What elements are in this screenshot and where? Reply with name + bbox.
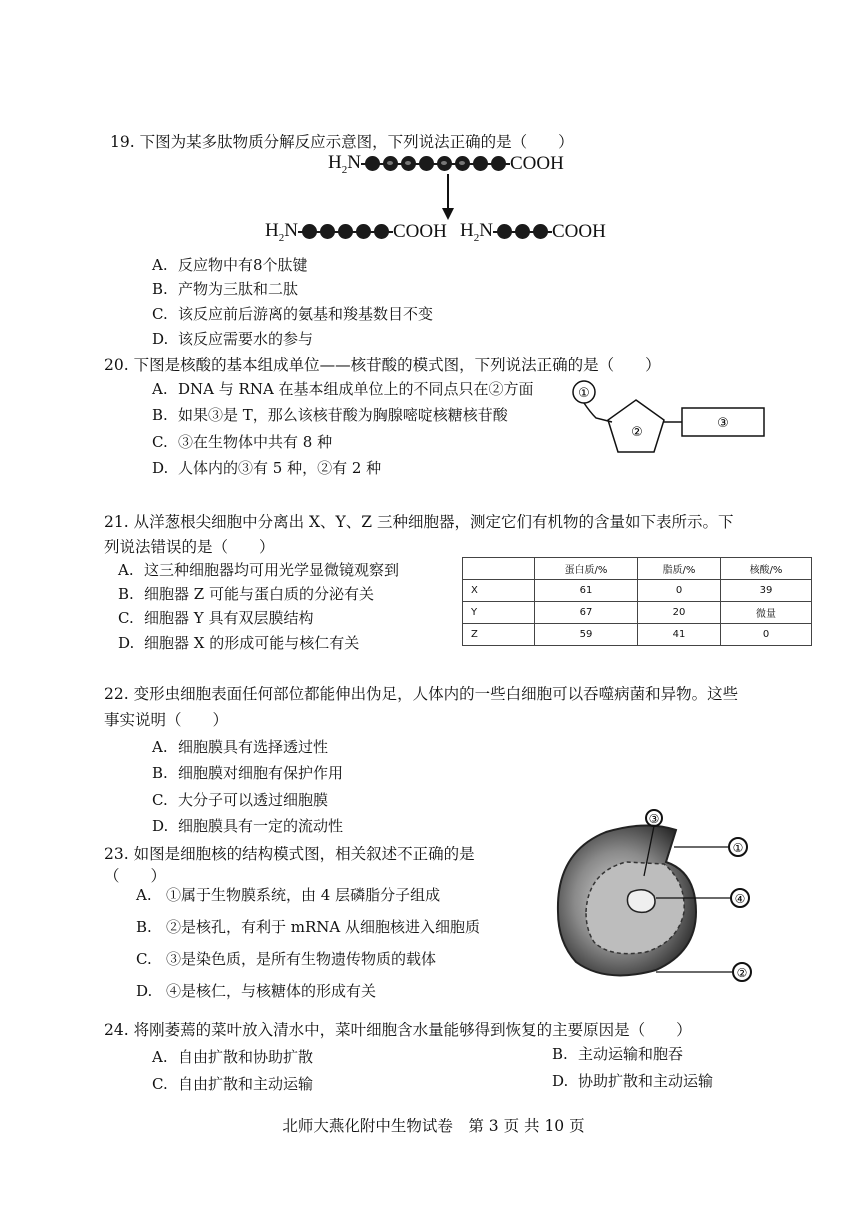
table-row: X 61 0 39 bbox=[463, 580, 812, 602]
amino-acid-bead bbox=[437, 156, 452, 171]
q21-stem-line1: 21. 从洋葱根尖细胞中分离出 X、Y、Z 三种细胞器，测定它们有机物的含量如下表所示。下 bbox=[104, 513, 734, 531]
q21-option-c: C. 细胞器 Y 具有双层膜结构 bbox=[118, 609, 314, 627]
nucleus-diagram bbox=[546, 802, 766, 1002]
organelle-composition-table bbox=[462, 557, 812, 646]
q19-option-a: A. 反应物中有8个肽键 bbox=[152, 256, 308, 274]
q24-stem: 24. 将刚萎蔫的菜叶放入清水中，菜叶细胞含水量能够得到恢复的主要原因是（ ） bbox=[104, 1021, 692, 1039]
amino-acid-bead bbox=[401, 156, 416, 171]
q20-stem: 20. 下图是核酸的基本组成单位——核苷酸的模式图，下列说法正确的是（ ） bbox=[104, 356, 661, 374]
amino-acid-bead bbox=[491, 156, 506, 171]
q23-stem-line2: （ ） bbox=[104, 867, 167, 885]
table-row: Z 59 41 0 bbox=[463, 624, 812, 646]
table-header-row: 蛋白质/% 脂质/% 核酸/% bbox=[463, 558, 812, 580]
amino-acid-bead bbox=[338, 224, 353, 239]
q20-option-b: B. 如果③是 T，那么该核苷酸为胸腺嘧啶核糖核苷酸 bbox=[152, 406, 508, 424]
q24-option-a: A. 自由扩散和协助扩散 bbox=[152, 1048, 314, 1066]
amino-acid-bead bbox=[320, 224, 335, 239]
peptide-product-1: $H_2N$ COOH bbox=[265, 220, 447, 244]
q21-option-d: D. 细胞器 X 的形成可能与核仁有关 bbox=[118, 634, 360, 652]
peptide-product-2: $H_2N$ COOH bbox=[460, 220, 606, 244]
label-3: ③ bbox=[717, 416, 729, 431]
amino-acid-bead bbox=[365, 156, 380, 171]
q22-stem-line2: 事实说明（ ） bbox=[104, 711, 229, 729]
label-1: ① bbox=[578, 386, 590, 401]
q19-option-b: B. 产物为三肽和二肽 bbox=[152, 280, 299, 298]
q23-option-c: C. ③是染色质，是所有生物遗传物质的载体 bbox=[136, 950, 437, 968]
label-1: ① bbox=[732, 841, 744, 855]
label-2: ② bbox=[736, 966, 748, 980]
q22-option-c: C. 大分子可以透过细胞膜 bbox=[152, 791, 329, 809]
q20-option-a: A. DNA 与 RNA 在基本组成单位上的不同点只在②方面 bbox=[152, 380, 534, 398]
q21-option-b: B. 细胞器 Z 可能与蛋白质的分泌有关 bbox=[118, 585, 374, 603]
q19-option-d: D. 该反应需要水的参与 bbox=[152, 330, 314, 348]
amino-acid-bead bbox=[302, 224, 317, 239]
q21-stem-line2: 列说法错误的是（ ） bbox=[104, 538, 275, 556]
q24-option-b: B. 主动运输和胞吞 bbox=[552, 1045, 684, 1063]
amino-acid-bead bbox=[473, 156, 488, 171]
amino-acid-bead bbox=[455, 156, 470, 171]
amino-acid-bead bbox=[419, 156, 434, 171]
q22-option-b: B. 细胞膜对细胞有保护作用 bbox=[152, 764, 344, 782]
q21-option-a: A. 这三种细胞器均可用光学显微镜观察到 bbox=[118, 561, 400, 579]
amino-acid-bead bbox=[497, 224, 512, 239]
q23-option-d: D. ④是核仁，与核糖体的形成有关 bbox=[136, 982, 377, 1000]
nucleotide-diagram bbox=[560, 378, 770, 458]
q23-option-a: A. ①属于生物膜系统，由 4 层磷脂分子组成 bbox=[136, 886, 441, 904]
label-3: ③ bbox=[648, 812, 660, 826]
amino-terminal: $H_2N$ bbox=[328, 152, 361, 176]
carboxyl-terminal: COOH bbox=[509, 152, 564, 174]
q22-option-d: D. 细胞膜具有一定的流动性 bbox=[152, 817, 344, 835]
q19-option-c: C. 该反应前后游离的氨基和羧基数目不变 bbox=[152, 305, 434, 323]
q23-option-b: B. ②是核孔，有利于 mRNA 从细胞核进入细胞质 bbox=[136, 918, 481, 936]
q20-option-c: C. ③在生物体中共有 8 种 bbox=[152, 433, 333, 451]
q22-option-a: A. 细胞膜具有选择透过性 bbox=[152, 738, 329, 756]
label-2: ② bbox=[631, 425, 643, 440]
page-footer: 北师大燕化附中生物试卷 第 3 页 共 10 页 bbox=[282, 1117, 585, 1135]
amino-acid-bead bbox=[515, 224, 530, 239]
q20-option-d: D. 人体内的③有 5 种，②有 2 种 bbox=[152, 459, 382, 477]
reaction-arrow bbox=[440, 172, 456, 222]
amino-acid-bead bbox=[383, 156, 398, 171]
q23-stem-line1: 23. 如图是细胞核的结构模式图，相关叙述不正确的是 bbox=[104, 845, 475, 863]
q24-option-c: C. 自由扩散和主动运输 bbox=[152, 1075, 314, 1093]
q19-stem: 19. 下图为某多肽物质分解反应示意图，下列说法正确的是（ ） bbox=[110, 133, 574, 151]
amino-acid-bead bbox=[356, 224, 371, 239]
amino-acid-bead bbox=[533, 224, 548, 239]
table-row: Y 67 20 微量 bbox=[463, 602, 812, 624]
amino-acid-bead bbox=[374, 224, 389, 239]
q22-stem-line1: 22. 变形虫细胞表面任何部位都能伸出伪足，人体内的一些白细胞可以吞噬病菌和异物。这些 bbox=[104, 685, 739, 703]
q24-option-d: D. 协助扩散和主动运输 bbox=[552, 1072, 714, 1090]
label-4: ④ bbox=[734, 892, 746, 906]
